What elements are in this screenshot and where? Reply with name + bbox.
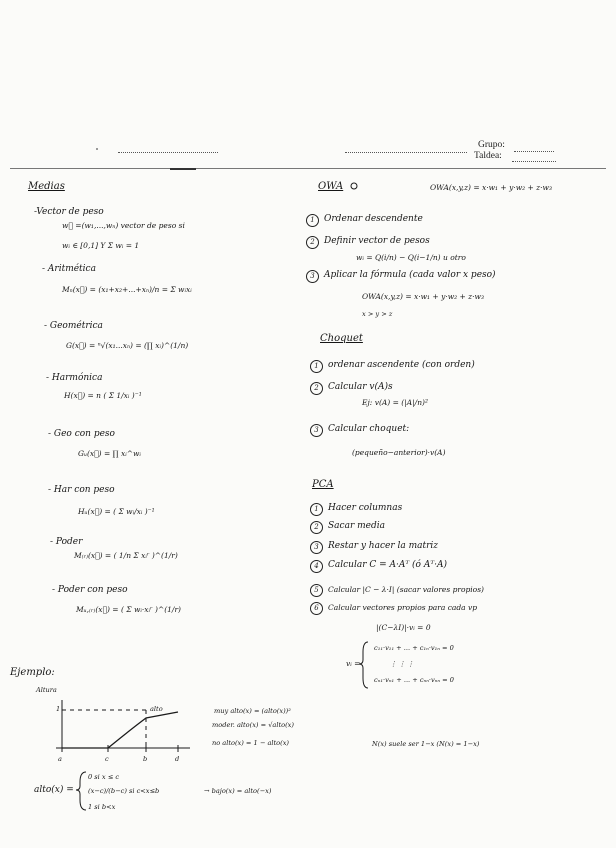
step-number-icon: 2 [306, 236, 319, 249]
piecewise-row-3: 1 si b<x [88, 803, 116, 811]
choquet-step3: Calcular choquet: [328, 424, 410, 434]
step-number-icon: 1 [310, 360, 323, 373]
pca-step5: Calcular |C − λ·I| (sacar valores propios) [328, 585, 484, 594]
pca-step2: Sacar media [328, 521, 385, 531]
step-number-icon: 3 [310, 424, 323, 437]
poder-peso-formula: Mᵤ,₍ᵣ₎(x⃗) = ( Σ wᵢ·xᵢʳ )^(1/r) [76, 605, 181, 614]
poder-peso-label: - Poder con peso [52, 585, 128, 595]
pca-step6: Calcular vectores propios para cada vp [328, 603, 478, 612]
pca-vi: vᵢ = [346, 659, 361, 668]
x-tick-c: c [105, 755, 109, 763]
aritmetica-label: - Aritmética [42, 264, 96, 274]
geometrica-formula: G(x⃗) = ⁿ√(x₁...xₙ) = (∏ xᵢ)^(1/n) [66, 341, 189, 350]
harmonica-formula: H(x⃗) = n ( Σ 1/xᵢ )⁻¹ [64, 391, 142, 400]
pca-sys-row2: ⋮ ⋮ ⋮ [390, 660, 414, 668]
step-number-icon: 5 [310, 584, 323, 597]
choquet-step1: ordenar ascendente (con orden) [328, 360, 475, 370]
taldea-label: Taldea: [474, 151, 502, 161]
har-peso-formula: Hᵤ(x⃗) = ( Σ wᵢ/xᵢ )⁻¹ [78, 507, 155, 516]
geo-peso-formula: Gᵤ(x⃗) = ∏ xᵢ^wᵢ [78, 449, 141, 458]
example-title: Ejemplo: [10, 667, 55, 678]
step-number-icon: 3 [310, 541, 323, 554]
owa-step2: Definir vector de pesos [324, 236, 430, 246]
owa-title: OWA [318, 181, 344, 192]
owa-step1: Ordenar descendente [324, 214, 423, 224]
x-tick-d: d [175, 755, 180, 763]
pca-step3: Restar y hacer la matriz [328, 541, 439, 551]
aritmetica-formula: Mₙ(x⃗) = (x₁+x₂+...+xₙ)/n = Σ wᵢxᵢ [62, 285, 192, 294]
har-peso-label: - Har con peso [48, 485, 115, 495]
choquet-step2b: Ej: v(A) = (|A|/n)² [362, 398, 428, 407]
step-number-icon: 3 [306, 270, 319, 283]
owa-step3b: OWA(x,y,z) = x·w₁ + y·w₂ + z·w₃ [362, 292, 484, 301]
moder-alto-formula: moder. alto(x) = √alto(x) [212, 721, 294, 729]
geo-peso-label: - Geo con peso [48, 429, 115, 439]
step-number-icon: 1 [306, 214, 319, 227]
step-number-icon: 1 [310, 503, 323, 516]
pca-step4: Calcular C = A·Aᵀ (ó Aᵀ·A) [328, 560, 447, 570]
step-number-icon: 6 [310, 602, 323, 615]
poder-formula: M₍ᵣ₎(x⃗) = ( 1/n Σ xᵢʳ )^(1/r) [74, 551, 178, 560]
x-tick-b: b [143, 755, 148, 763]
pca-sys-row1: c₁₁·v₁₁ + ... + c₁ₙ·v₁ₙ = 0 [374, 644, 454, 652]
step-number-icon: 4 [310, 560, 323, 573]
piecewise-row-1: 0 si x ≤ c [88, 773, 120, 781]
vector-cond: wᵢ ∈ [0,1] Y Σ wᵢ = 1 [62, 241, 140, 250]
no-alto-formula: no alto(x) = 1 − alto(x) [212, 739, 289, 747]
pca-sys-row3: cₙ₁·vₙ₁ + ... + cₙₙ·vₙₙ = 0 [374, 676, 454, 684]
step-number-icon: 2 [310, 521, 323, 534]
alto-curve-label: alto [150, 705, 163, 713]
geometrica-label: - Geométrica [44, 321, 103, 331]
owa-formula: OWA(x,y,z) = x·w₁ + y·w₂ + z·w₃ [430, 183, 552, 192]
pca-title: PCA [312, 479, 334, 490]
step-number-icon: 2 [310, 382, 323, 395]
altura-label: Altura [36, 686, 57, 694]
y-tick-1: 1 [56, 705, 61, 713]
choquet-title: Choquet [320, 333, 363, 344]
owa-step2b: wᵢ = Q(i/n) − Q(i−1/n) u otro [356, 253, 466, 262]
owa-step3: Aplicar la fórmula (cada valor x peso) [324, 270, 496, 280]
medias-title: Medias [28, 181, 65, 192]
piecewise-label: alto(x) = [34, 785, 74, 795]
pca-eq: |(C−λI)|·vᵢ = 0 [376, 623, 431, 632]
vector-def: w⃗ =(w₁,...,wₙ) vector de peso si [62, 221, 185, 230]
poder-label: - Poder [50, 537, 83, 547]
pca-step1: Hacer columnas [328, 503, 403, 513]
alto-curve [108, 712, 178, 748]
choquet-step3b: (pequeño−anterior)·v(A) [352, 448, 446, 457]
grupo-label: Grupo: [478, 140, 505, 150]
owa-step3c: x > y > z [362, 310, 393, 318]
bajo-formula: → bajo(x) = alto(−x) [204, 787, 272, 795]
piecewise-row-2: (x−c)/(b−c) si c<x≤b [88, 787, 160, 795]
x-tick-a: a [58, 755, 62, 763]
vector-peso-label: -Vector de peso [34, 207, 104, 217]
negation-note: N(x) suele ser 1−x (N(x) = 1−x) [372, 740, 480, 748]
choquet-step2: Calcular v(A)s [328, 382, 393, 392]
muy-alto-formula: muy alto(x) = (alto(x))² [214, 707, 291, 715]
harmonica-label: - Harmónica [46, 373, 103, 383]
